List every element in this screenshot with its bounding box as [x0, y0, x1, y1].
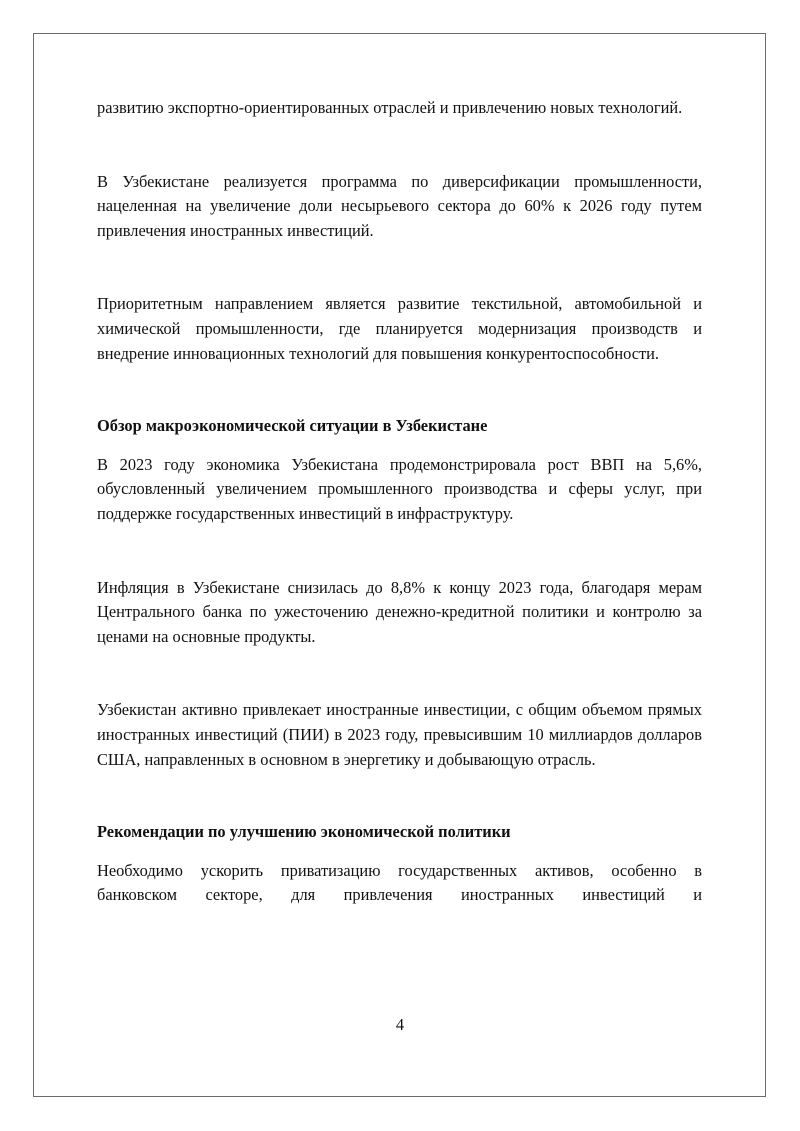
paragraph-privatization: Необходимо ускорить приватизацию государственных активов, особенно в банковском секторе, для привлечения иностранных инвестиций и — [97, 860, 702, 905]
page-number: 4 — [395, 1015, 405, 1034]
paragraph-priority-industries: Приоритетным направлением является развитие текстильной, автомобильной и химической промышленности, где планируется модернизация производств и внедрение инновационных технологий для повышения конкурентоспособности. — [97, 294, 702, 363]
section-heading-policy-recommendations: Рекомендации по улучшению экономической политики — [97, 822, 511, 842]
page-content — [97, 96, 702, 908]
paragraph-inflation: Инфляция в Узбекистане снизилась до 8,8% к концу 2023 года, благодаря мерам Центрального банка по ужесточению денежно-кредитной политики и контролю за ценами на основные продукты. — [97, 577, 702, 646]
paragraph-foreign-investment: Узбекистан активно привлекает иностранные инвестиции, с общим объемом прямых иностранных инвестиций (ПИИ) в 2023 году, превысившим 10 миллиардов долларов США, направленных в основном в энергетику и добывающую отрасль. — [97, 700, 702, 769]
paragraph-diversification: В Узбекистане реализуется программа по диверсификации промышленности, нацеленная на увеличение доли несырьевого сектора до 60% к 2026 году путем привлечения иностранных инвестиций. — [97, 171, 702, 240]
paragraph-gdp-growth: В 2023 году экономика Узбекистана продемонстрировала рост ВВП на 5,6%, обусловленный увеличением промышленного производства и сферы услуг, при поддержке государственных инвестиций в инфраструктуру. — [97, 454, 702, 523]
paragraph-continuation: развитию экспортно-ориентированных отраслей и привлечению новых технологий. — [97, 98, 683, 117]
section-heading-macro-overview: Обзор макроэкономической ситуации в Узбекистане — [97, 416, 488, 436]
